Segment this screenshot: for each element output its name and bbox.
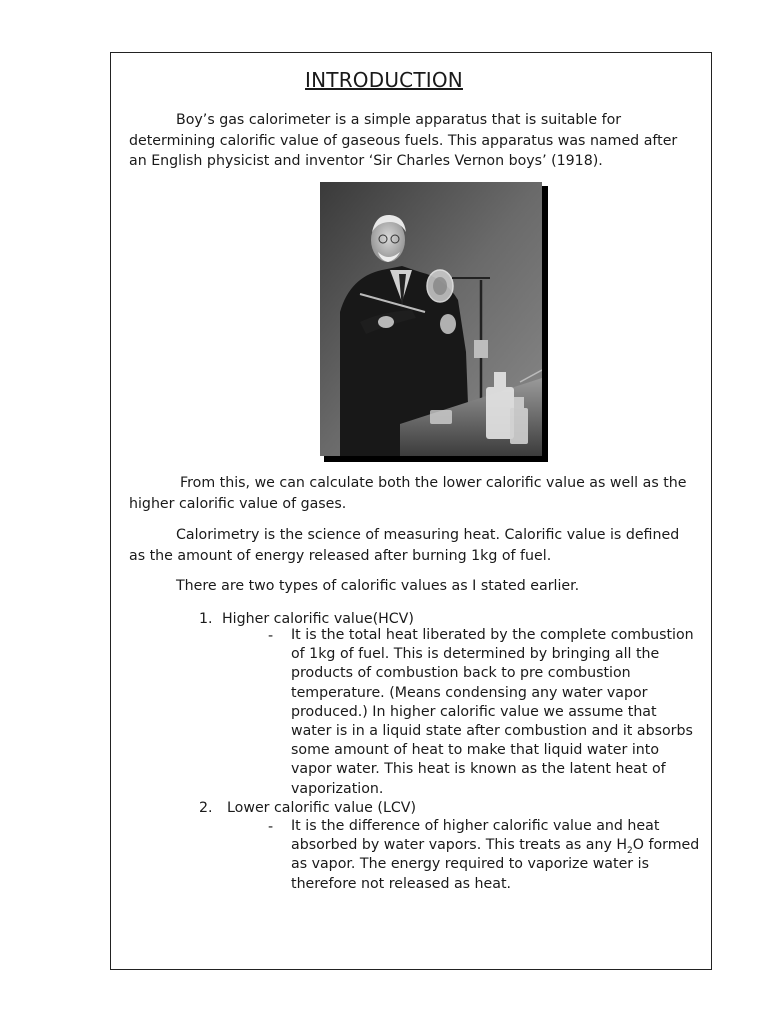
paragraph-types: There are two types of calorific values as I stated earlier. [176,578,580,594]
paragraph-calorimetry: Calorimetry is the science of measuring heat. Calorific value is defined as the amount of energy released after burning 1kg of fuel. [129,527,680,564]
page-title: INTRODUCTION [305,68,463,92]
list-item-2-bullet: - [268,819,274,835]
list-item-1-bullet: - [268,628,274,644]
list-item-2-description [291,817,701,894]
portrait-photo [320,182,546,460]
lcv-text-after: O formed as vapor. The energy required to vaporize water is therefore not released as heat. [291,837,700,892]
list-item-1-description: It is the total heat liberated by the complete combustion of 1kg of fuel. This is determined by bringing all the products of combustion back to pre combustion temperature. (Means condensing any water vapor produced.) In higher calorific value we assume that water is in a liquid state after combustion and it absorbs some amount of heat to make that liquid water into vapor water. This heat is known as the latent heat of vaporization. [291,627,694,797]
list-item-2-number: 2. [199,800,213,816]
photo-image [320,182,542,456]
subscript-2: 2 [627,846,633,857]
list-item-1-heading: Higher calorific value(HCV) [222,611,414,627]
list-item-2-heading: Lower calorific value (LCV) [227,800,416,816]
lcv-text-before: It is the difference of higher calorific value and heat absorbed by water vapors. This treats as any H [291,818,660,854]
intro-paragraph: Boy’s gas calorimeter is a simple apparatus that is suitable for determining calorific value of gaseous fuels. This apparatus was named after an English physicist and inventor ‘Sir Charles Vernon boys’ (1918). [129,112,678,169]
paragraph-from-this: From this, we can calculate both the lower calorific value as well as the higher calorific value of gases. [129,475,687,512]
list-item-1-number: 1. [199,611,213,627]
